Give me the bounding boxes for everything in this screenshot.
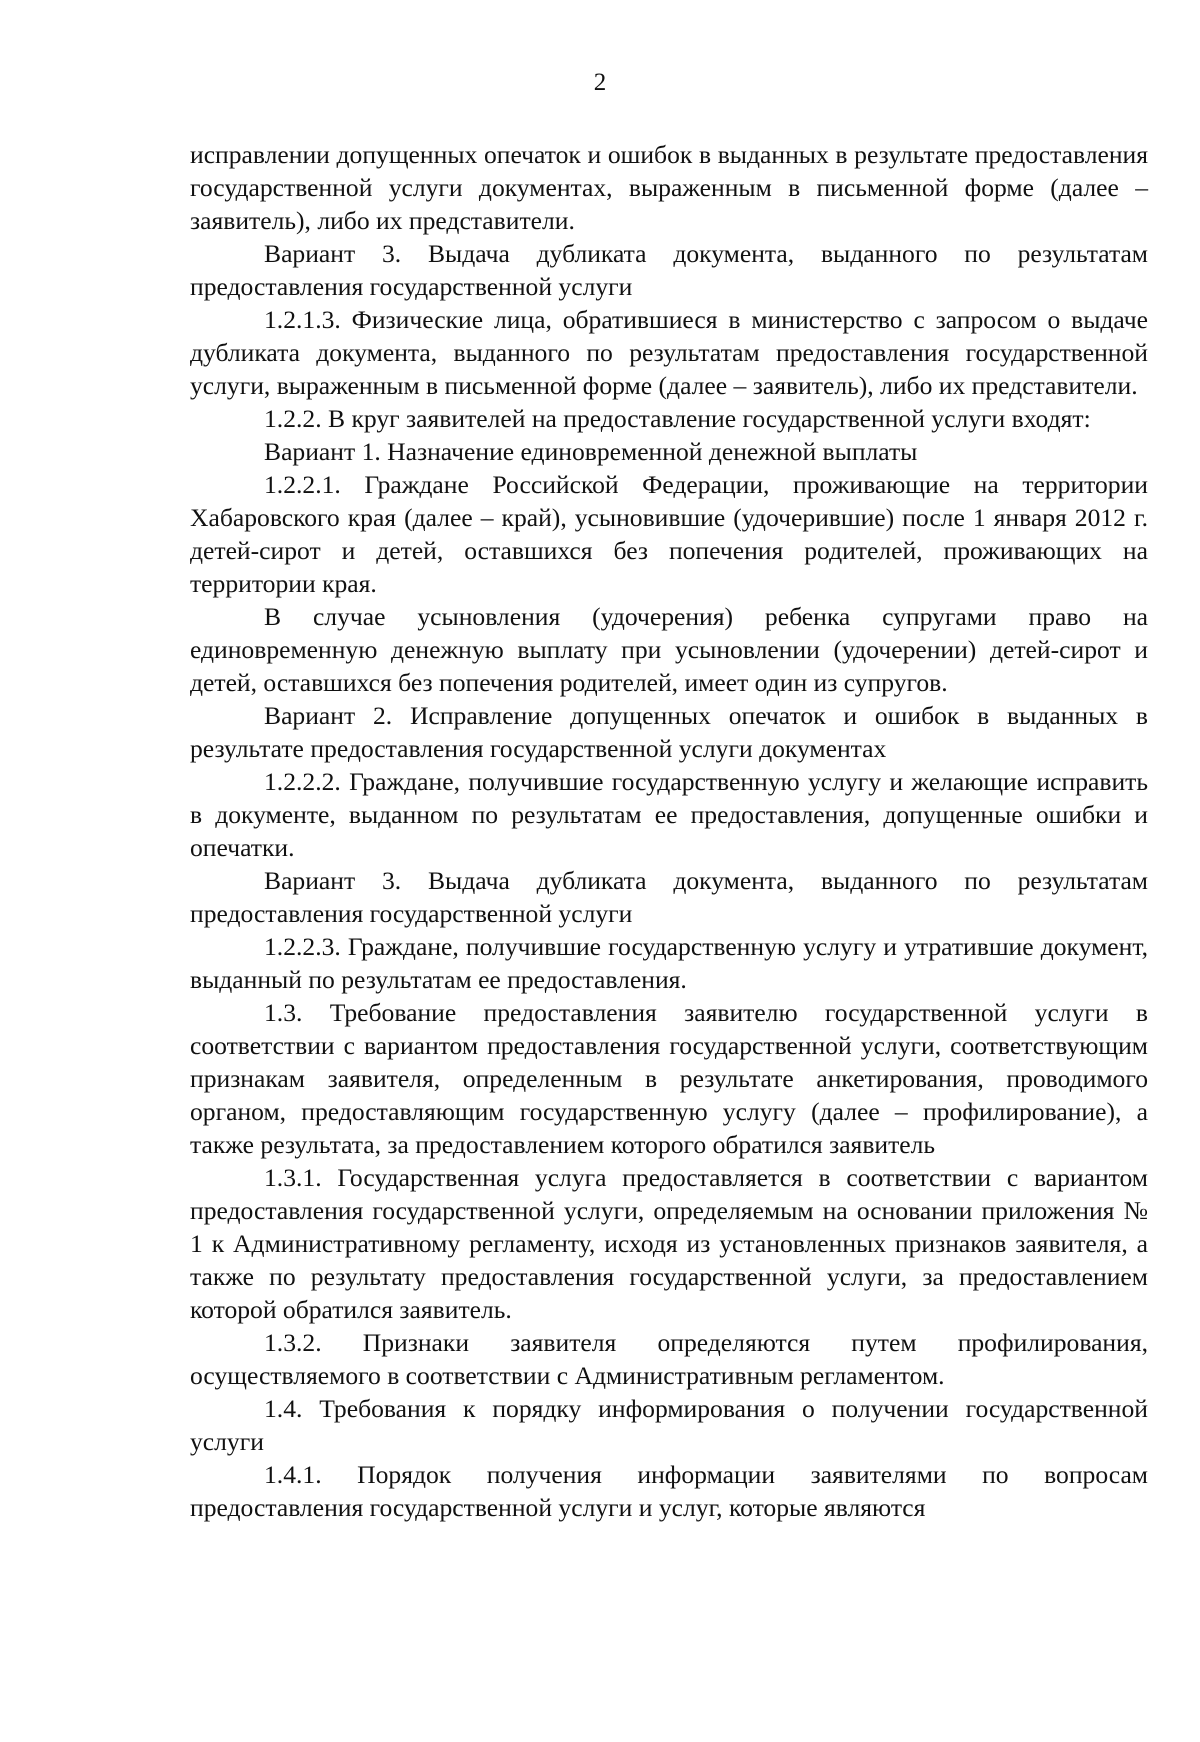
paragraph: 1.3.2. Признаки заявителя определяются путем профилирования, осуществляемого в соответствии с Административным регламентом. [190, 1328, 1148, 1390]
paragraph: 1.2.2.1. Граждане Российской Федерации, проживающие на территории Хабаровского края (далее – край), усыновившие (удочерившие) после 1 января 2012 г. детей-сирот и детей, оставшихся без попечения родителей, проживающих на территории края. [190, 470, 1148, 598]
paragraph: Вариант 3. Выдача дубликата документа, выданного по результатам предоставления государственной услуги [190, 239, 1148, 301]
paragraph: 1.2.2. В круг заявителей на предоставление государственной услуги входят: [264, 404, 1091, 433]
paragraph: 1.2.2.2. Граждане, получившие государственную услугу и желающие исправить в документе, выданном по результатам ее предоставления, допущенные ошибки и опечатки. [190, 767, 1148, 862]
page-number: 2 [593, 69, 607, 96]
paragraph: 1.4. Требования к порядку информирования о получении государственной услуги [190, 1394, 1148, 1456]
paragraph: Вариант 1. Назначение единовременной денежной выплаты [264, 437, 918, 466]
document-body [190, 138, 1148, 1524]
paragraph: 1.4.1. Порядок получения информации заявителями по вопросам предоставления государственной услуги и услуг, которые являются [190, 1460, 1148, 1522]
paragraph: Вариант 2. Исправление допущенных опечаток и ошибок в выданных в результате предоставления государственной услуги документах [190, 701, 1148, 763]
paragraph: 1.2.1.3. Физические лица, обратившиеся в министерство с запросом о выдаче дубликата документа, выданного по результатам предоставления государственной услуги, выраженным в письменной форме (далее – заявитель), либо их представители. [190, 305, 1148, 400]
paragraph: Вариант 3. Выдача дубликата документа, выданного по результатам предоставления государственной услуги [190, 866, 1148, 928]
paragraph: 1.2.2.3. Граждане, получившие государственную услугу и утратившие документ, выданный по результатам ее предоставления. [190, 932, 1148, 994]
paragraph: исправлении допущенных опечаток и ошибок в выданных в результате предоставления государственной услуги документах, выраженным в письменной форме (далее – заявитель), либо их представители. [190, 140, 1148, 235]
paragraph: 1.3. Требование предоставления заявителю государственной услуги в соответствии с вариантом предоставления государственной услуги, соответствующим признакам заявителя, определенным в результате анкетирования, проводимого органом, предоставляющим государственную услугу (далее – профилирование), а также результата, за предоставлением которого обратился заявитель [190, 998, 1148, 1159]
paragraph: 1.3.1. Государственная услуга предоставляется в соответствии с вариантом предоставления государственной услуги, определяемым на основании приложения № 1 к Административному регламенту, исходя из установленных признаков заявителя, а также по результату предоставления государственной услуги, за предоставлением которой обратился заявитель. [190, 1163, 1148, 1324]
paragraph: В случае усыновления (удочерения) ребенка супругами право на единовременную денежную выплату при усыновлении (удочерении) детей-сирот и детей, оставшихся без попечения родителей, имеет один из супругов. [190, 602, 1148, 697]
